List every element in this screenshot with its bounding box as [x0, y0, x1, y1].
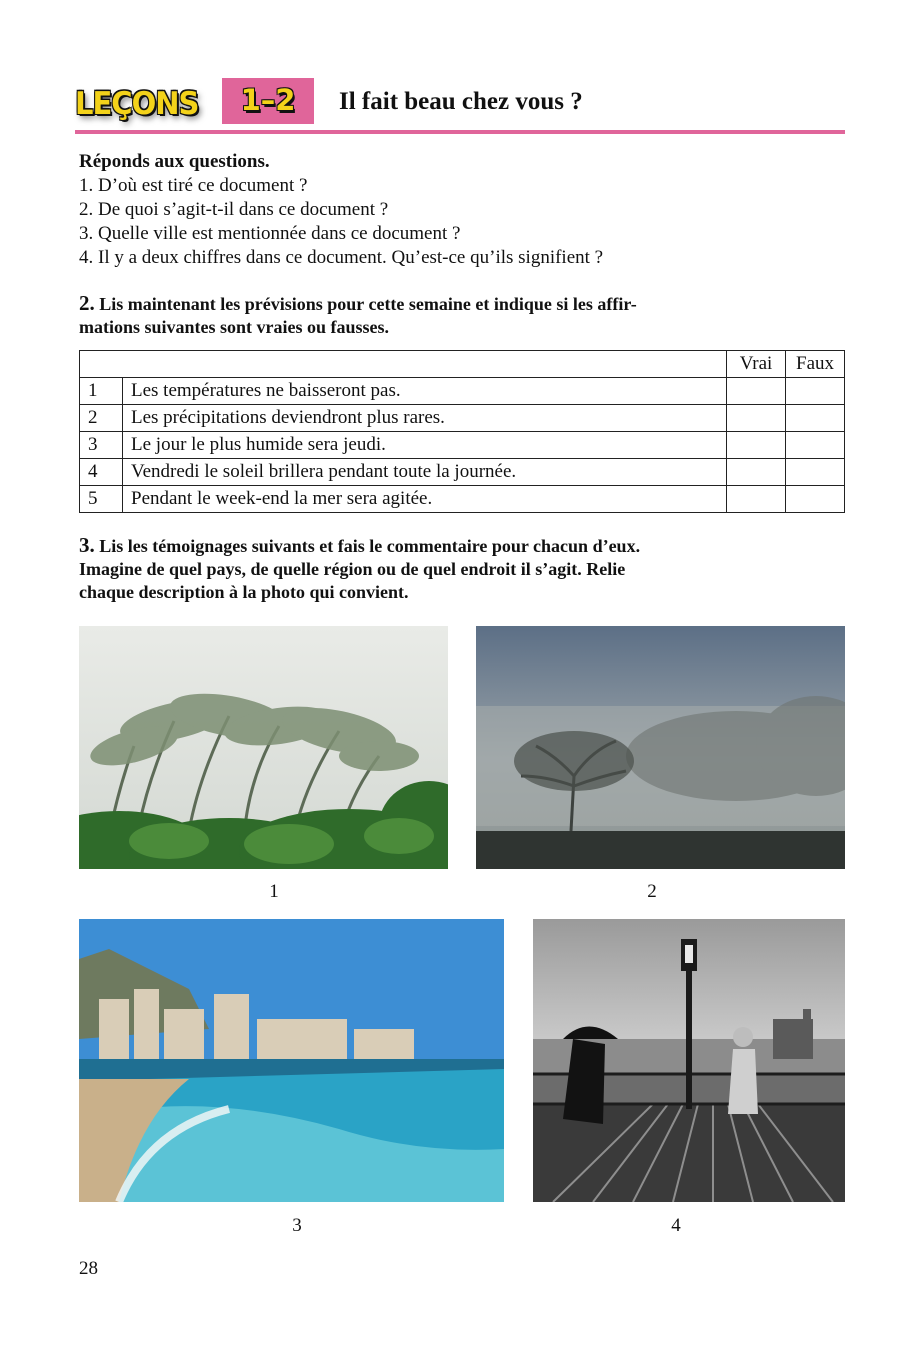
table-header-row [80, 351, 845, 378]
true-false-table [79, 350, 845, 513]
instruction-text: Lis maintenant les prévisions pour cette semaine et indique si les affir- [99, 294, 637, 314]
photo-rainy-bridge [533, 919, 845, 1202]
lesson-number: 1–2 [240, 83, 296, 117]
table-header-empty [80, 351, 727, 378]
exercise-number: 3. [79, 533, 95, 557]
lesson-number-badge [222, 78, 314, 124]
question-item: 2. De quoi s’agit-t-il dans ce document ? [79, 199, 389, 220]
row-number: 5 [80, 486, 123, 513]
photo-caption: 1 [269, 881, 279, 902]
question-item: 4. Il y a deux chiffres dans ce document. Qu’est-ce qu’ils signifient ? [79, 247, 604, 268]
false-answer-cell[interactable] [786, 486, 845, 513]
foggy-field-image [476, 626, 845, 869]
tropical-storm-image [79, 626, 448, 869]
questions-section [79, 150, 845, 270]
false-answer-cell[interactable] [786, 432, 845, 459]
table-row [80, 432, 845, 459]
lesson-label: LEÇONS [75, 84, 199, 122]
column-true-header: Vrai [727, 351, 786, 378]
page-number: 28 [79, 1258, 98, 1279]
row-number: 3 [80, 432, 123, 459]
photo-caption: 3 [292, 1215, 302, 1236]
true-answer-cell[interactable] [727, 405, 786, 432]
exercise-number: 2. [79, 291, 95, 315]
column-false-header: Faux [786, 351, 845, 378]
photo-foggy-field [476, 626, 845, 869]
exercise-2-instruction [79, 292, 845, 339]
false-answer-cell[interactable] [786, 405, 845, 432]
row-number: 4 [80, 459, 123, 486]
header-divider [75, 130, 845, 134]
page-title: Il fait beau chez vous ? [339, 88, 583, 115]
photo-beach [79, 919, 504, 1202]
statement-text: Pendant le week-end la mer sera agitée. [123, 486, 727, 513]
table-row [80, 486, 845, 513]
questions-heading: Réponds aux questions. [79, 151, 270, 172]
row-number: 2 [80, 405, 123, 432]
statement-text: Vendredi le soleil brillera pendant toute la journée. [123, 459, 727, 486]
exercise-3-instruction [79, 534, 845, 604]
statement-text: Les précipitations deviendront plus rares. [123, 405, 727, 432]
photo-tropical-storm [79, 626, 448, 869]
false-answer-cell[interactable] [786, 459, 845, 486]
question-item: 3. Quelle ville est mentionnée dans ce document ? [79, 223, 461, 244]
photo-caption: 4 [671, 1215, 681, 1236]
instruction-text: mations suivantes sont vraies ou fausses. [79, 317, 390, 337]
table-row [80, 378, 845, 405]
lesson-header [75, 78, 845, 136]
instruction-text: Lis les témoignages suivants et fais le commentaire pour chacun d’eux. [99, 536, 641, 556]
true-answer-cell[interactable] [727, 432, 786, 459]
true-answer-cell[interactable] [727, 378, 786, 405]
beach-image [79, 919, 504, 1202]
statement-text: Les températures ne baisseront pas. [123, 378, 727, 405]
table-row [80, 459, 845, 486]
instruction-text: chaque description à la photo qui convient. [79, 582, 409, 602]
false-answer-cell[interactable] [786, 378, 845, 405]
photo-caption: 2 [647, 881, 657, 902]
statement-text: Le jour le plus humide sera jeudi. [123, 432, 727, 459]
question-item: 1. D’où est tiré ce document ? [79, 175, 308, 196]
instruction-text: Imagine de quel pays, de quelle région ou de quel endroit il s’agit. Relie [79, 559, 626, 579]
rainy-bridge-image [533, 919, 845, 1202]
row-number: 1 [80, 378, 123, 405]
true-answer-cell[interactable] [727, 486, 786, 513]
true-answer-cell[interactable] [727, 459, 786, 486]
table-row [80, 405, 845, 432]
